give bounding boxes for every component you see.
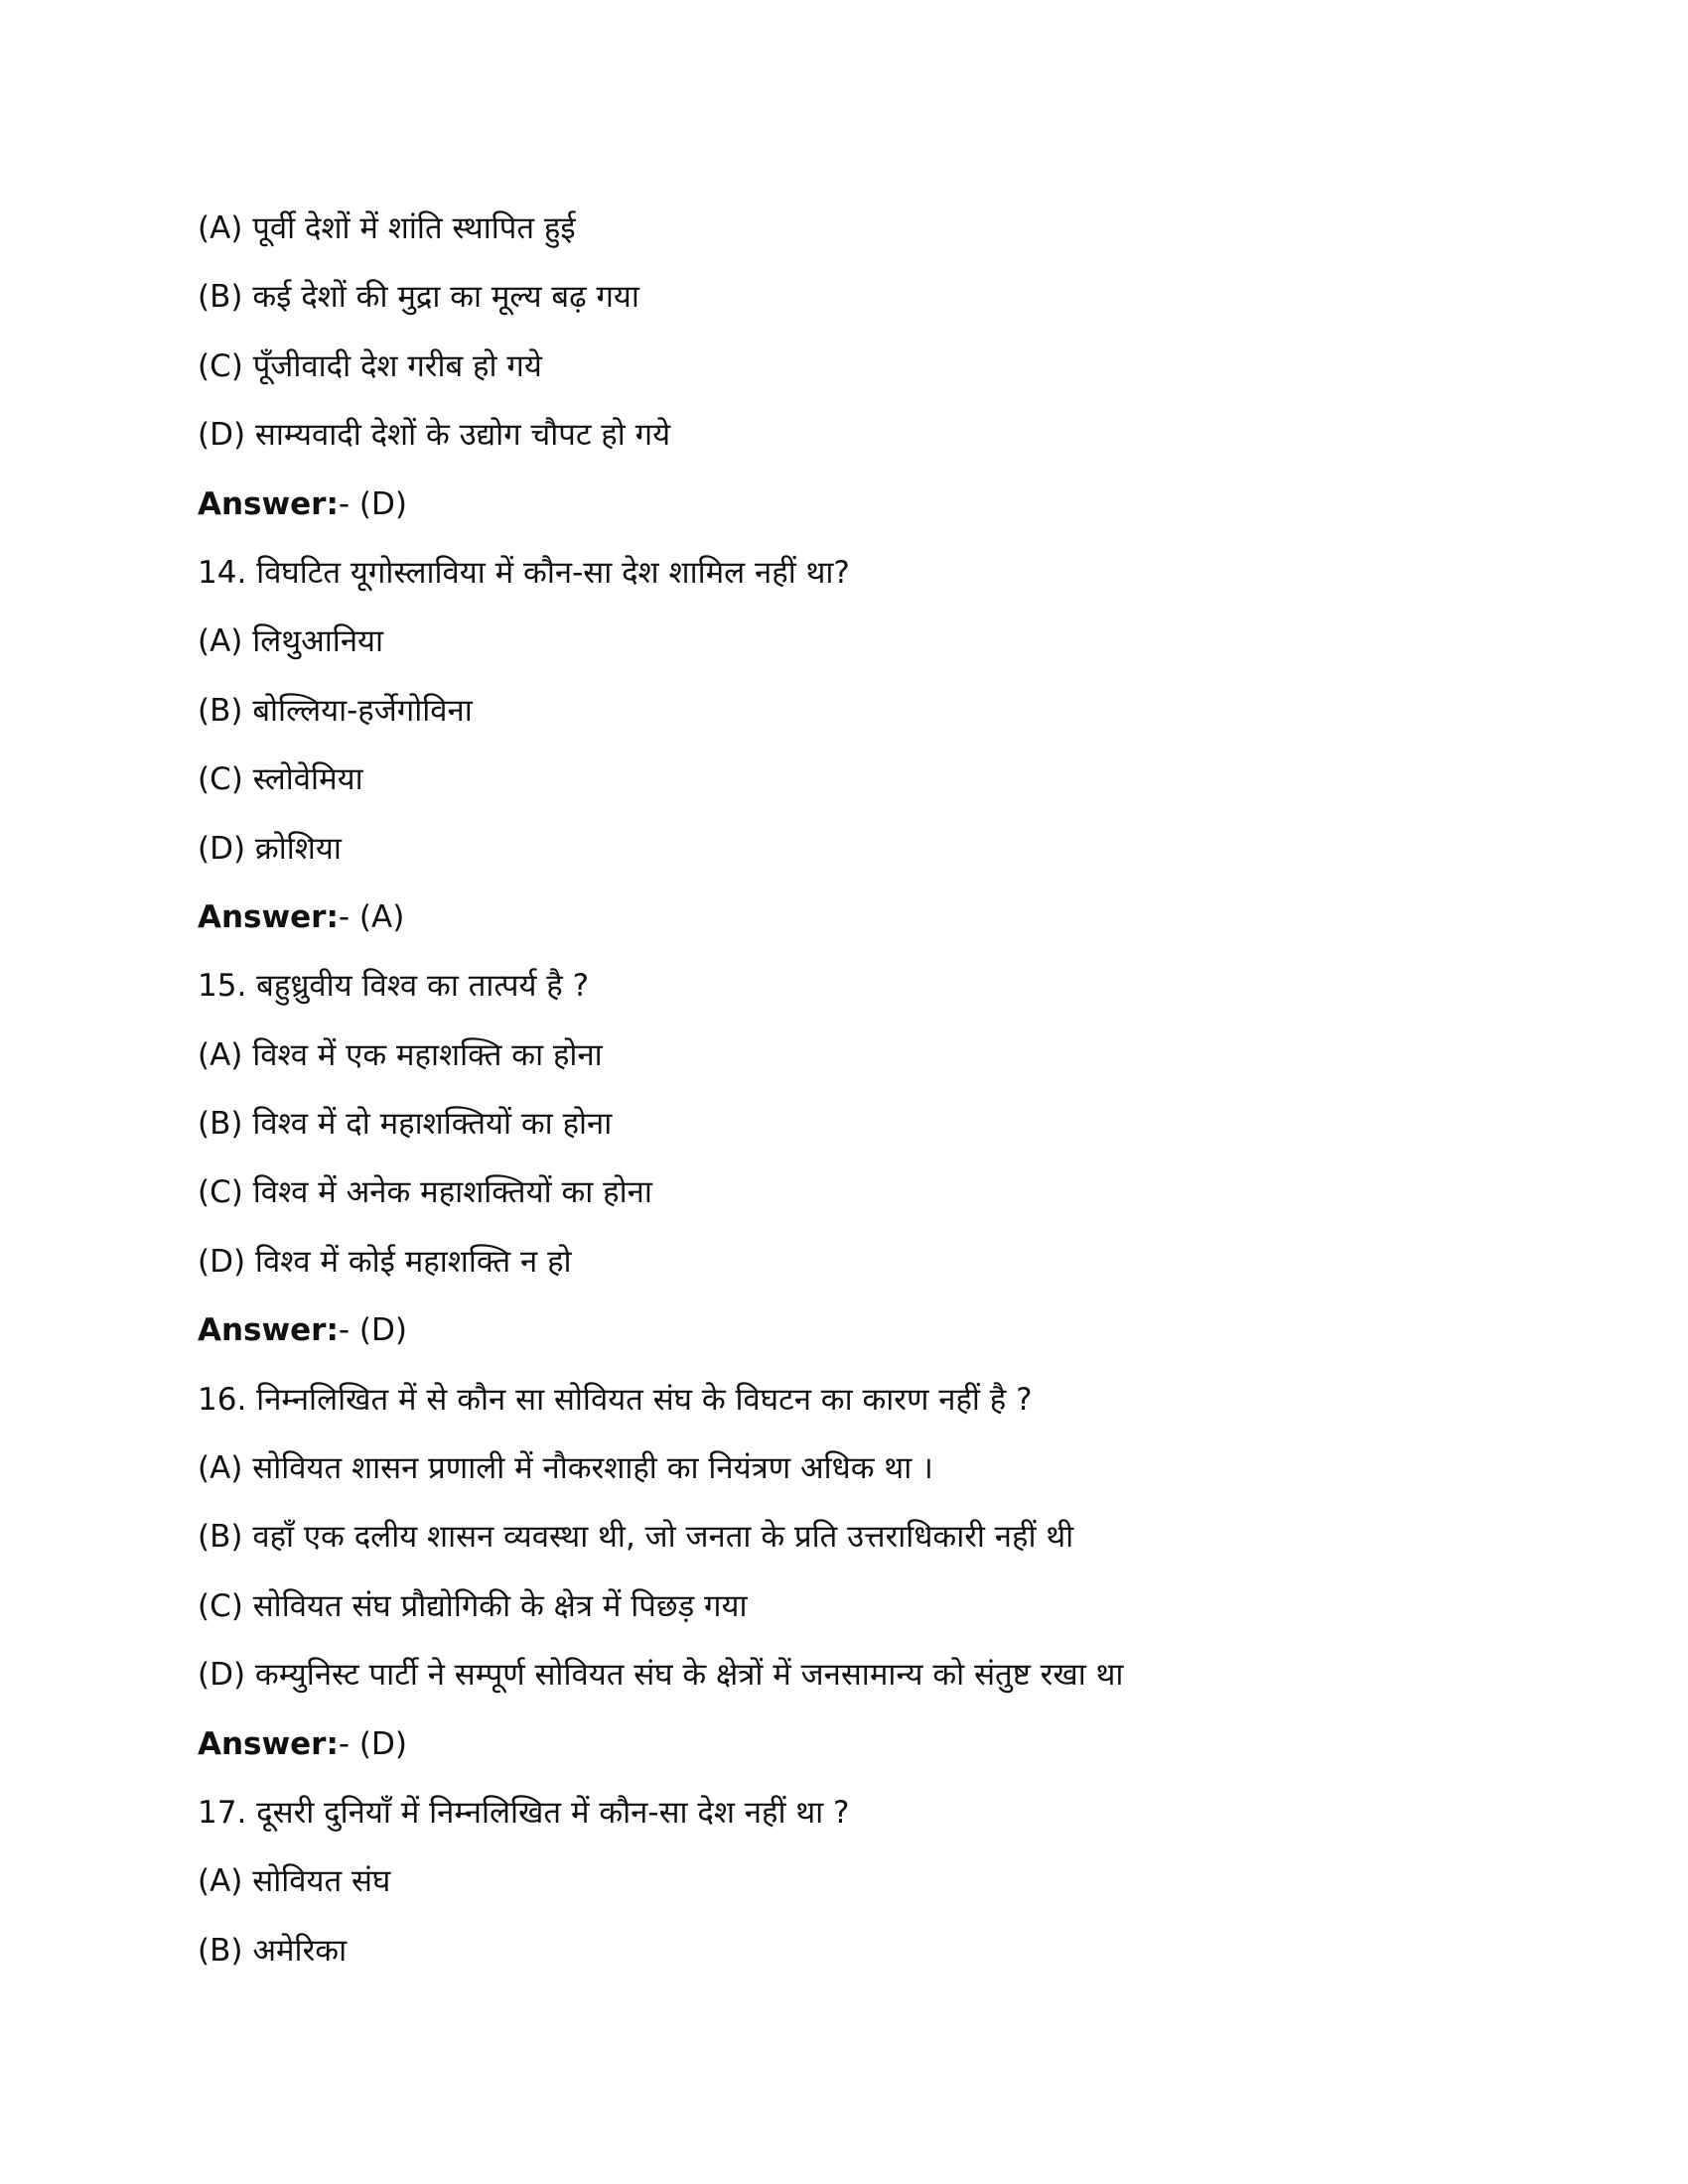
option-label: (D) (198, 1243, 246, 1280)
option-text: सोवियत संघ प्रौद्योगिकी के क्षेत्र में पिछड़ गया (252, 1587, 748, 1624)
option-label: (B) (198, 279, 243, 316)
question-text: निम्नलिखित में से कौन सा सोवियत संघ के विघटन का कारण नहीं है ? (256, 1381, 1033, 1418)
option-text: लिथुआनिया (252, 623, 384, 660)
question-text: विघटित यूगोस्लाविया में कौन-सा देश शामिल नहीं था? (256, 554, 850, 591)
question-number: 16. (198, 1381, 247, 1418)
q13-option-a (198, 195, 1508, 263)
q16-option-c (198, 1572, 1508, 1641)
option-label: (D) (198, 417, 246, 454)
q13-answer (198, 471, 1508, 539)
option-label: (A) (198, 1036, 243, 1073)
q17-question (198, 1779, 1508, 1847)
q16-option-a (198, 1434, 1508, 1503)
option-text: पूँजीवादी देश गरीब हो गये (252, 347, 542, 384)
q15-question (198, 952, 1508, 1021)
q14-option-d (198, 815, 1508, 884)
option-label: (D) (198, 830, 246, 867)
q16-answer (198, 1710, 1508, 1779)
q17-option-a (198, 1847, 1508, 1916)
option-label: (B) (198, 1519, 243, 1556)
option-label: (A) (198, 210, 243, 246)
option-label: (A) (198, 1450, 243, 1487)
option-label: (B) (198, 692, 243, 729)
option-label: (B) (198, 1106, 243, 1143)
option-label: (C) (198, 1174, 243, 1211)
q17-option-b (198, 1917, 1508, 1985)
q15-option-b (198, 1090, 1508, 1159)
answer-value: - (D) (338, 1312, 407, 1349)
option-text: अमेरिका (252, 1932, 348, 1969)
option-text: कम्युनिस्ट पार्टी ने सम्पूर्ण सोवियत संघ के क्षेत्रों में जनसामान्य को संतुष्ट रखा था (254, 1657, 1124, 1694)
option-text: विश्व में एक महाशक्ति का होना (252, 1036, 603, 1073)
answer-label: Answer: (198, 1725, 339, 1762)
option-text: विश्व में दो महाशक्तियों का होना (252, 1106, 613, 1143)
option-text: सोवियत शासन प्रणाली में नौकरशाही का नियंत्रण अधिक था । (252, 1450, 933, 1487)
option-text: विश्व में अनेक महाशक्तियों का होना (252, 1174, 652, 1211)
option-label: (A) (198, 623, 243, 660)
option-label: (C) (198, 347, 243, 384)
q16-question (198, 1366, 1508, 1434)
q15-answer (198, 1297, 1508, 1365)
q16-option-d (198, 1641, 1508, 1709)
q15-option-a (198, 1022, 1508, 1090)
q15-option-d (198, 1228, 1508, 1297)
answer-value: - (A) (338, 898, 405, 935)
option-text: स्लोवेमिया (252, 761, 363, 798)
q13-option-c (198, 333, 1508, 401)
q14-option-b (198, 677, 1508, 746)
q14-question (198, 539, 1508, 608)
q14-option-a (198, 608, 1508, 676)
question-text: बहुध्रुवीय विश्व का तात्पर्य है ? (256, 968, 590, 1005)
option-text: सोवियत संघ (252, 1863, 391, 1900)
option-label: (D) (198, 1657, 246, 1694)
answer-label: Answer: (198, 1312, 339, 1349)
q16-option-b (198, 1503, 1508, 1571)
option-label: (C) (198, 761, 243, 798)
question-text: दूसरी दुनियाँ में निम्नलिखित में कौन-सा देश नहीं था ? (256, 1794, 850, 1831)
q15-option-c (198, 1159, 1508, 1227)
q13-option-b (198, 263, 1508, 332)
q14-option-c (198, 746, 1508, 814)
option-label: (A) (198, 1863, 243, 1900)
question-number: 17. (198, 1794, 247, 1831)
option-label: (C) (198, 1587, 243, 1624)
answer-value: - (D) (338, 1725, 407, 1762)
answer-label: Answer: (198, 898, 339, 935)
option-text: विश्व में कोई महाशक्ति न हो (254, 1243, 572, 1280)
question-number: 15. (198, 968, 247, 1005)
q13-option-d (198, 401, 1508, 470)
q14-answer (198, 884, 1508, 952)
option-text: साम्यवादी देशों के उद्योग चौपट हो गये (254, 417, 671, 454)
question-number: 14. (198, 554, 247, 591)
document-content (198, 195, 1508, 1985)
option-text: क्रोशिया (254, 830, 342, 867)
option-text: बोल्लिया-हर्जेगोविना (252, 692, 473, 729)
answer-value: - (D) (338, 485, 407, 522)
option-text: पूर्वी देशों में शांति स्थापित हुई (252, 210, 576, 246)
option-text: वहाँ एक दलीय शासन व्यवस्था थी, जो जनता के प्रति उत्तराधिकारी नहीं थी (252, 1519, 1074, 1556)
answer-label: Answer: (198, 485, 339, 522)
option-label: (B) (198, 1932, 243, 1969)
option-text: कई देशों की मुद्रा का मूल्य बढ़ गया (252, 279, 639, 316)
